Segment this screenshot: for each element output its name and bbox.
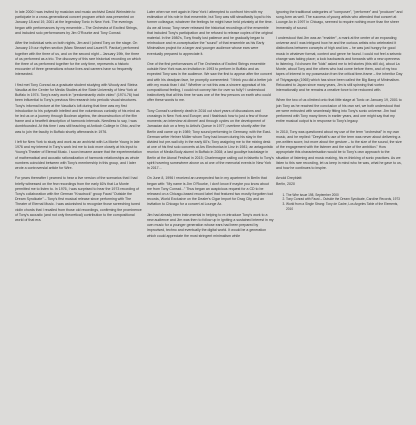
footnotes xyxy=(276,193,403,211)
paragraph: I first met Tony Conrad as a graduate student studying with Woody and Steina Vasulka at the Center for Media Studies at the State University of New York at Buffalo in 1974. Tony's early work in "predominantly violin video" (1974-76) had been influential to Tony's previous film research into periodic visual structures. Tony's informal lecture at the Vasulka's loft during that time was my first introduction to his polymath intellect and the voluminous curiosity of his mind as he led us on a journey through Boolean algebra, the deconstruction of the film frame and a heartfelt description of harmonic intervals. Needless to say, I was dumbfounded. At this time I was still teaching at Antioch College in Ohio, and he was to join the faculty in Buffalo shortly afterwards in 1976. xyxy=(15,82,141,134)
paragraph: Jim had already been instrumental in helping to re-introduce Tony's work to a new audience and Jim was then to follow up in igniting a sustained interest in my own music for a younger generation whose ears had been prepared by improvised, techno and eventually the digital world. It would be a generation which could appreciate the most stringent minimalism while xyxy=(147,212,274,238)
paragraph: I understood that Jim was an "enabler", a mark at the center of an expanding universe and I was intrigued how he and the curious artists who celebrated it distinctions between concepts of high and low – he was just hungry for good music in whatever format, context and genre he found. I could not feel a seismic change was taking place; a look backwards and forwards with a new openness to listening. I'd chosen the "kids" asked me to tell stories (this still do), about La Monte, about Tony and the others who had come before them, and of my two tapes of interest in my possession from the critical time-frame – the inheritor Day of Thiyagaraja (1965) which has since been called the Big Bang of Minimalism. Relocated to Japan since many years, Jim is still spinning that vortex internationally and he remains a creative force to be reckoned with. xyxy=(276,36,403,93)
paragraph: One of the first performances of The Orchestra of Excited Strings ensemble outside New York was an invitation in 1993 to perform in Buffalo and as expected Tony was in the audience. We saw the first to appear after the concert and with his deadpan face, he promptly commented: "I think you did a better job with my music than I did." Whether or not this was a sincere appraisal of his compositional feeling, I could not convey him for over so fully? I understood instinctively that all this time he was one of the few persons on earth who could offer these words to me. xyxy=(147,62,273,103)
footnote: 1. The Wire issue 198, September 2000 xyxy=(286,193,403,198)
text-column-2 xyxy=(147,10,274,244)
paragraph: I left for New York to study and work as an archivist with La Monte Young in late 1976 and my interest in Tony's work led me to look more closely at his input to Young's Theater of Eternal Music. I soon became aware that the experimentation of mathematical and acoustic rationalization of harmonic relationships as whole numbers coincided between with Tony's membership in this group, and I later wrote a controversial article for Wire. xyxy=(15,140,142,171)
paragraph: In late 2000 I was invited by musician and music archivist David Weinstein to participate in a cross-generational concert program which was presented on January 18 and 19, 2001 at the legendary Tonic in New York. The evenings began with performances by my ensemble – The Orchestra of Excited Strings, and included solo performances by Jim O'Rourke and Tony Conrad. xyxy=(15,10,138,35)
paragraph: When the two of us climbed onto that little stage at Tonic on January 19, 2001 to join Tony as he reached the conclusion of his own set, we both understood that we were entrusted with seamlessly fitting into Tony's sonic universe. Jim had performed with Tony many times in earlier years, and one might say that my entire musical output is in response to Tony's legacy. xyxy=(276,98,402,124)
paragraph: Later when we met again in New York I attempted to confront him with my estimation of his role in that ensemble, but Tony was still steadfastly loyal to his former colleague, whatever the feelings he might have held privately at the time. As we all know, Tony never released the historical recordings of the ensemble that included Tony's participation and he refused to release copies of the original material. In the 1980's, Tony finally lost patience and he gradually began to reintroduce and re-conceptualize the "sound" of that ensemble as his Early Minimalism project for a larger and younger audience whose ears were eventually prepared to appreciate it. xyxy=(147,10,273,56)
paragraph: After the individual sets on both nights, Jim and I joined Tony on the stage. On January 19 our rhythm section (Marc Stewart and Laurel R. Pardue) performed together with the three of us, and on the second night – January 19th, the three of us performed as a trio. The discovery of this rare historical recording on which the three of us performed together for the only time, represents a historic encounter of three generations whose lives and careers have so frequently intersected. xyxy=(15,41,141,77)
paragraph: On June 8, 1996 I received an unexpected fax in my apartment in Berlin that began with: "My name is Jim O'Rourke, I don't know if maybe you know about me from Tony Conrad..." Thus began an auspicious request for a CD to be released on a Chicago-based record label that featured two mostly forgotten tool records, World Exclusive on the Dealer's Cigar Import for Drag City and an invitation to Chicago for a concert at Lounge Ax. xyxy=(147,176,274,207)
text-column-1 xyxy=(15,10,142,228)
paragraph: In 2010, Tony was questioned about my use of the term "orchestral" in my own music, and he replied: "Dreyblatt's use of the term was never about delivering a pre-written score, but more about the gesture – to the size of the sound, the size of the engagement with the listener and the size of the ambition." How appropriate this characterisation would be to Tony's own approach to the situation of listening and music making, his re-thinking of sonic practices. As we listen to this rare recording, let us keep in mind who he was, what he gave to us, and how he continues to inspire. xyxy=(276,129,402,171)
paragraph: For years thereafter I yearned to hear a live version of the scenarios that I had briefly witnessed on the few recordings from the early 60's that La Monte permitted me to listen to. In 1976, I was surprised to hear the 1973 recording of Tony's collaboration with the German "Krautrock" group Faust "Outside the Dream Syndicate" – Tony's first musical release since performing with The Theater of Eternal Music. I was astonished to recognize those screeching tuned violin chords that I recalled from those old recordings, confirming the prominence of Tony's acoustic (and not only theoretical) contribution to the compositional world of that era. xyxy=(15,176,142,223)
paragraph: Tony Conrad's untimely death in 2016 cut short years of discussions and crossings in New York and Europe; and I flashback how to just a few of those moments; an interview at dinner! and through cycles on the development of Jamacian dub on a ferry to Artist's Queue in 1977; overtime shortly after the Berlin wall came up in 1989; Tony sound performing in Germany, with the East-German writer Heiner Müller whom Tony had known during his stay in the divided but pre-wall city in the early 60's; Tony assigning me to the mixing desk at one of his first solo concerts at Ars Electronica in Linz in 1981; an antagonistic reunion of Media Body alumni in Buffalo in 2008; a last goodbye backstage in Berlin at the Atonal Festival in 2015; Charlemagne calling out in falsetto to Tony's spirit hovering somewhere above us at one of the memorial events in New York in 2017... xyxy=(147,108,274,171)
text-column-3 xyxy=(276,10,403,211)
footnote: 2. Tony Conrad with Faust – Outside the Dream Syndicate, Caroline Records, 1973 xyxy=(286,197,403,202)
author-signature: Arnold Dreyblatt Berlin, 2020 xyxy=(276,176,302,186)
footnote: 3. World from a Single Strong: Tony de Cadre, Los Angeles Table of the Elements, 2010 xyxy=(286,202,403,211)
paragraph: ignoring the traditional categories of "composer", "performer" and "producer" and song-form as well. The success of young artists who attended that concert at Lounge Ax in 1997 in Chicago, seemed to require nothing more than the sheer immensity of sound. xyxy=(276,10,403,30)
